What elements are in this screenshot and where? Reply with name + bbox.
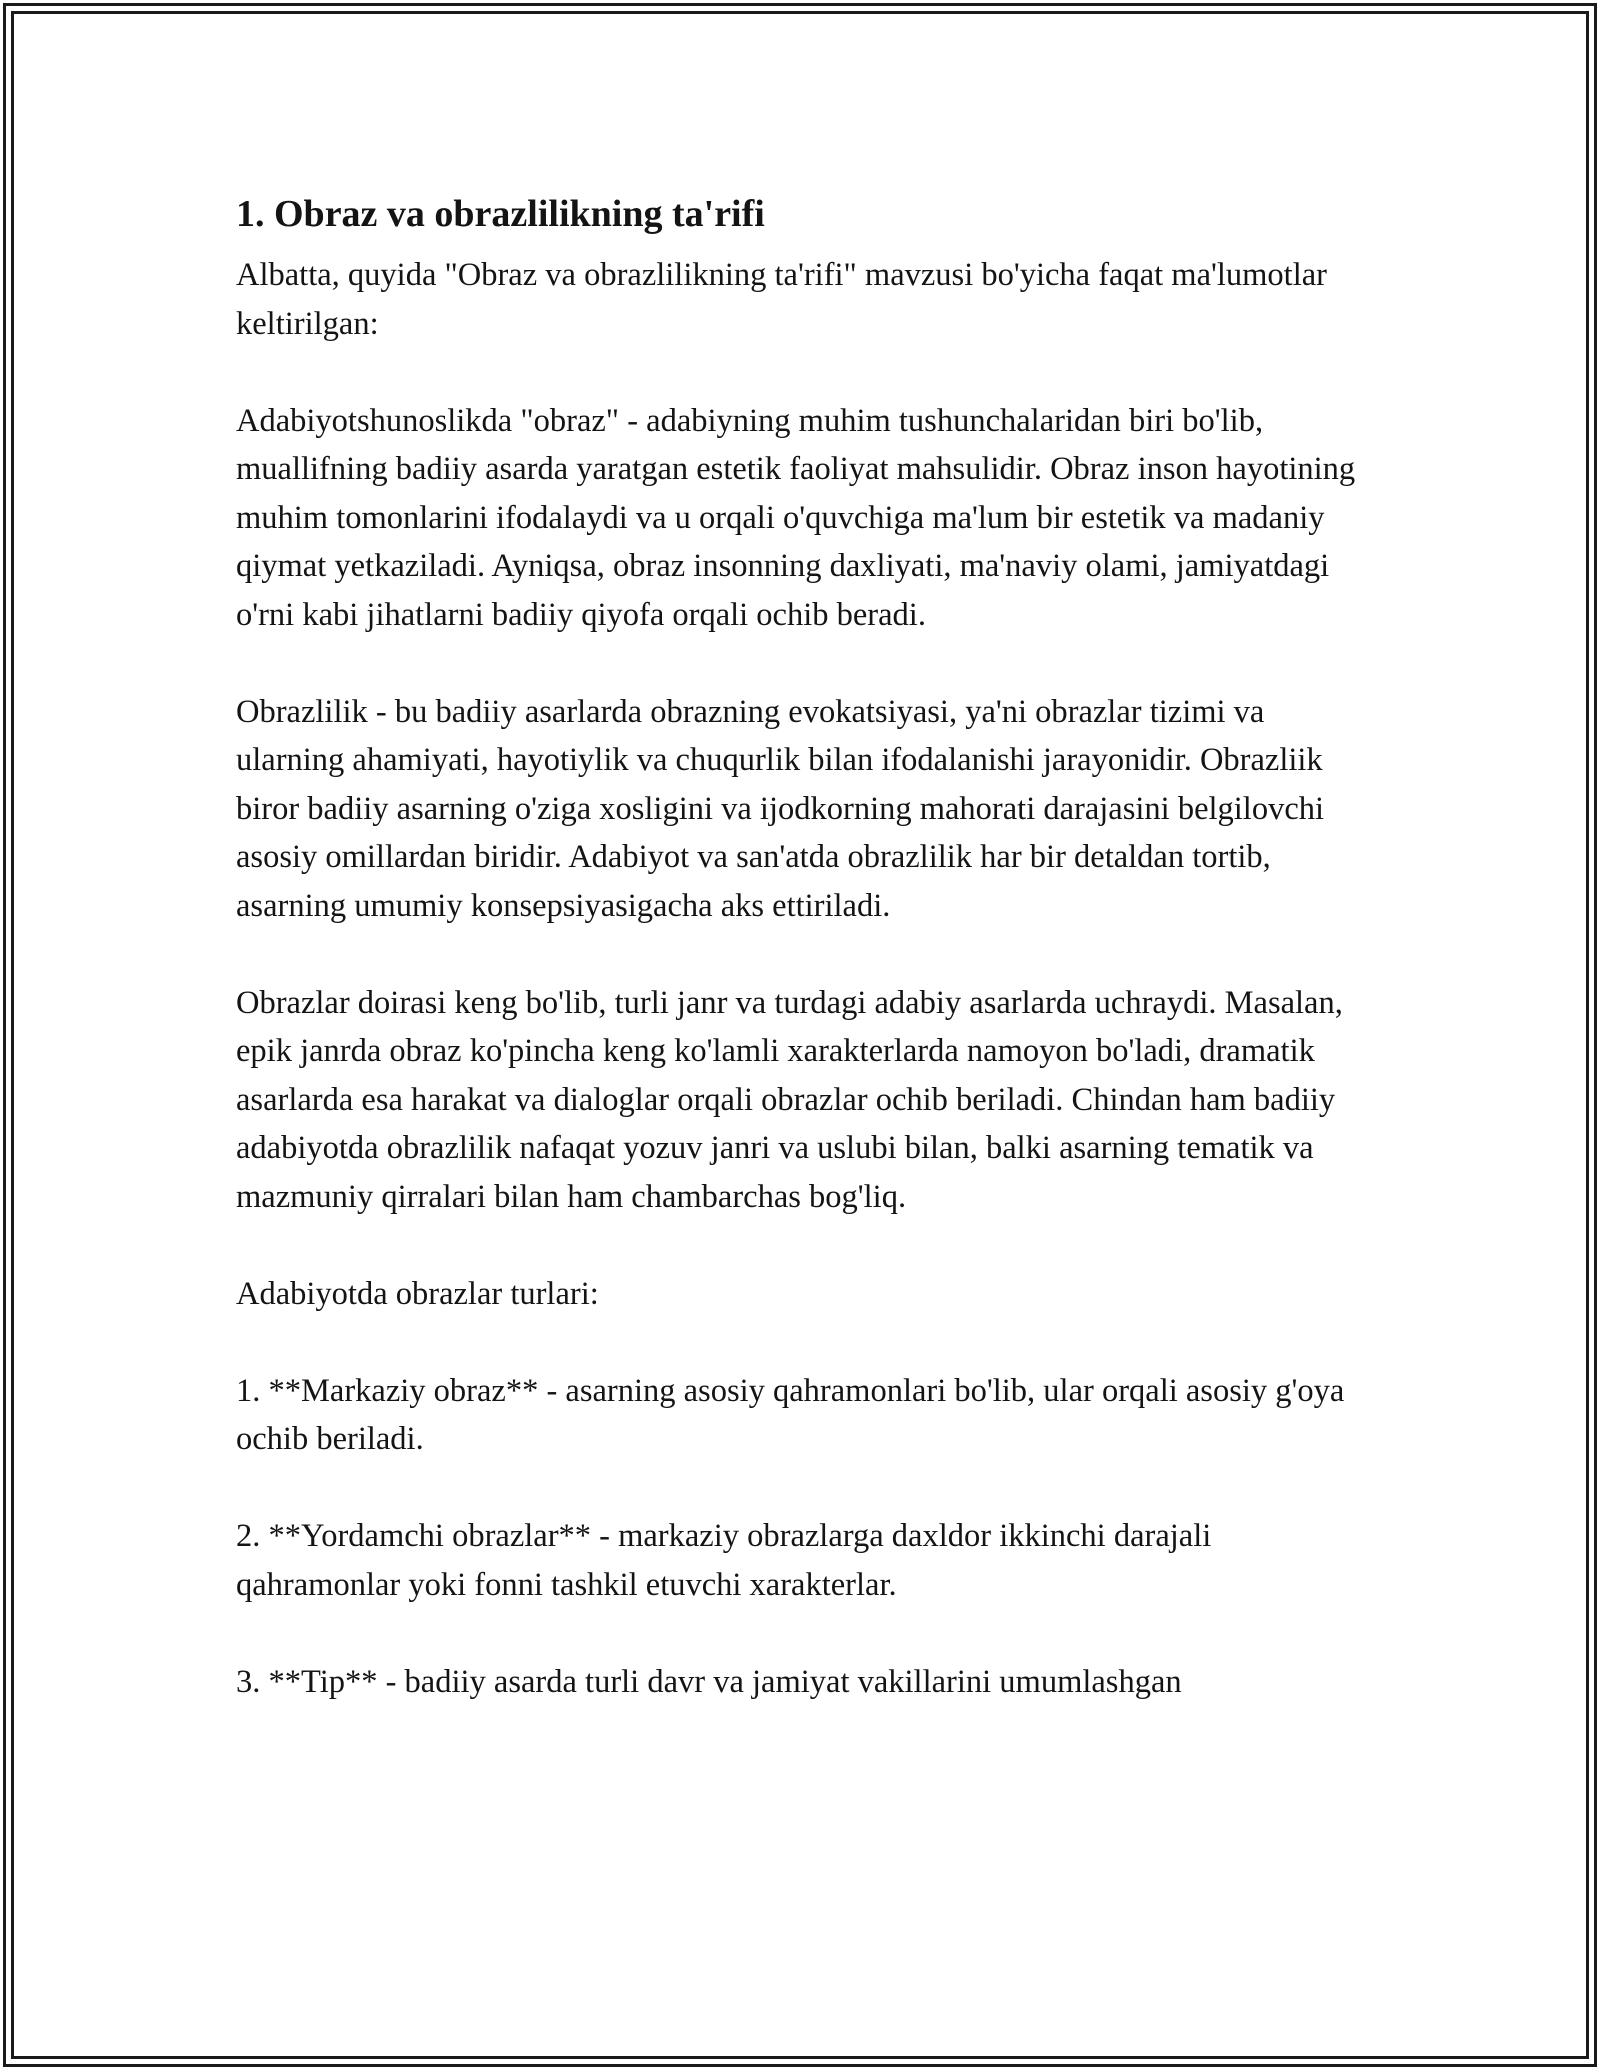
paragraph-types-heading: Adabiyotda obrazlar turlari: xyxy=(236,1275,599,1312)
paragraph-obrazlilik-definition: Obrazlilik - bu badiiy asarlarda obrazning evokatsiyasi, ya'ni obrazlar tizimi va ularning ahamiyati, hayotiylik va chuqurlik bilan ifodalanishi jarayonidir. Obrazliik biror badiiy asarning o'ziga xosligini va ijodkorning mahorati darajasini belgilovchi asosiy omillardan biridir. Adabiyot va san'atda obrazlilik har bir detaldan tortib, asarning umumiy konsepsiyasigacha aks ettiriladi. xyxy=(236,693,1325,924)
document-title: 1. Obraz va obrazlilikning ta'rifi xyxy=(236,193,765,235)
paragraph-intro: Albatta, quyida "Obraz va obrazlilikning ta'rifi" mavzusi bo'yicha faqat ma'lumotlar keltirilgan: xyxy=(236,257,1327,342)
paragraph-obraz-scope: Obrazlar doirasi keng bo'lib, turli janr va turdagi adabiy asarlarda uchraydi. Masalan, epik janrda obraz ko'pincha keng ko'lamli xarakterlarda namoyon bo'ladi, dramatik asarlarda esa harakat va dialoglar orqali obrazlar ochib beriladi. Chindan ham badiiy adabiyotda obrazlilik nafaqat yozuv janri va uslubi bilan, balki asarning tematik va mazmuniy qirralari bilan ham chambarchas bog'liq. xyxy=(236,984,1343,1215)
list-item-markaziy: 1. **Markaziy obraz** - asarning asosiy qahramonlari bo'lib, ular orqali asosiy g'oya ochib beriladi. xyxy=(236,1372,1345,1457)
paragraph-obraz-definition: Adabiyotshunoslikda "obraz" - adabiyning muhim tushunchalaridan biri bo'lib, muallifning badiiy asarda yaratgan estetik faoliyat mahsulidir. Obraz inson hayotining muhim tomonlarini ifodalaydi va u orqali o'quvchiga ma'lum bir estetik va madaniy qiymat yetkaziladi. Ayniqsa, obraz insonning daxliyati, ma'naviy olami, jamiyatdagi o'rni kabi jihatlarni badiiy qiyofa orqali ochib beradi. xyxy=(236,402,1356,633)
document-body xyxy=(236,183,1366,1755)
list-item-tip: 3. **Tip** - badiiy asarda turli davr va jamiyat vakillarini umumlashgan xyxy=(236,1663,1182,1700)
list-item-yordamchi: 2. **Yordamchi obrazlar** - markaziy obrazlarga daxldor ikkinchi darajali qahramonlar yoki fonni tashkil etuvchi xarakterlar. xyxy=(236,1518,1212,1603)
